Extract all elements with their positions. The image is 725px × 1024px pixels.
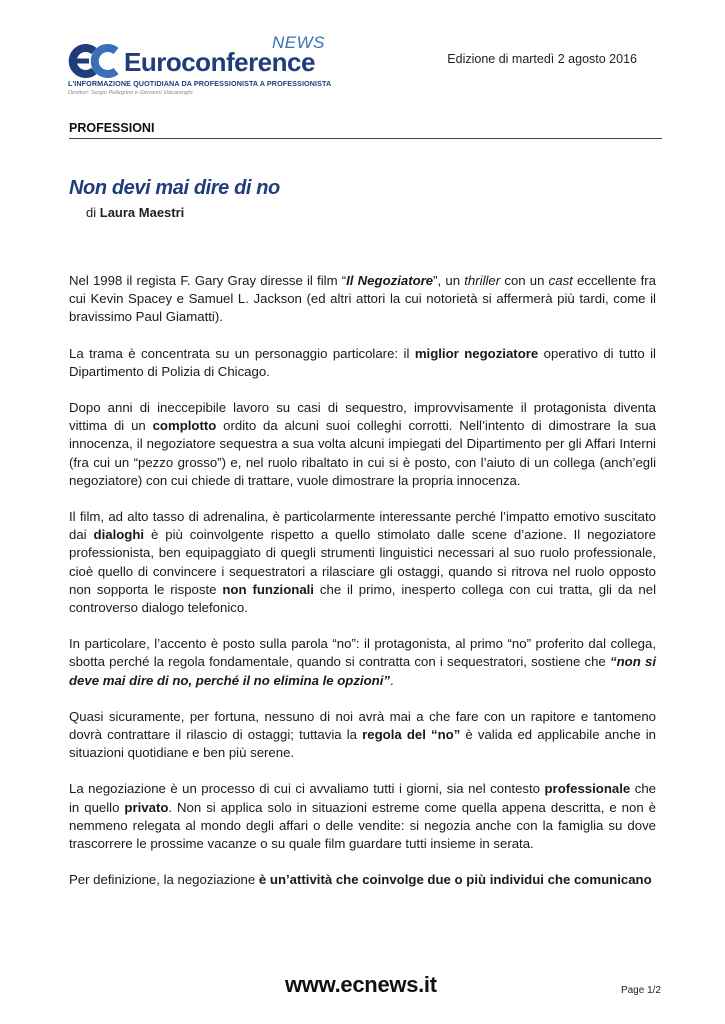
text: Per definizione, la negoziazione xyxy=(69,872,259,888)
text: operativo di tutto il Dipartimento di Polizia di Chicago. xyxy=(69,345,656,379)
bold-term: privato xyxy=(124,799,169,815)
text: Nel 1998 il regista F. Gary Gray diresse il film “ xyxy=(69,273,347,288)
text: ordito da alcuni suoi colleghi corrotti. Nell’intento di dimostrare la sua innocenza, il negoziatore sequestra a sua volta alcuni impiegati del Dipartimento per gli Affari Interni (fra cui un “pezzo grosso”) e, nel ruolo ribaltato in cui si è posto, con l’aiuto di un collega (anch’egli negoziatore) con cui chiede di trattare, vuole dimostrare la propria innocenza. xyxy=(69,418,656,488)
article-body xyxy=(69,272,656,889)
page-number: Page 1/2 xyxy=(620,985,661,996)
text: . xyxy=(389,672,394,688)
text: è più coinvolgente rispetto a quello stimolato dalle scene d’azione. Il negoziatore professionista, ben equipaggiato di quegli strumenti linguistici necessari al suo ruolo professionale, cioè quello di convincere i sequestratori a rilasciare gli ostaggi, quando si ritrova nel ruolo opposto non sopporta le risposte xyxy=(69,527,657,597)
bold-term: miglior negoziatore xyxy=(414,345,539,361)
logo-name: Euroconference xyxy=(124,47,315,77)
paragraph-4 xyxy=(69,508,656,617)
paragraph-7 xyxy=(69,780,656,853)
bold-term: non funzionali xyxy=(222,581,314,597)
italic-term: cast xyxy=(548,273,573,288)
author-name: Laura Maestri xyxy=(99,205,185,220)
bold-term: complotto xyxy=(152,418,217,434)
bold-term: professionale xyxy=(544,781,631,797)
text: Quasi sicuramente, per fortuna, nessuno di noi avrà mai a che fare con un rapitore e tantomeno dovrà contrattare il rilascio di ostaggi; tuttavia la xyxy=(69,708,656,743)
text: La trama è concentrata su un personaggio particolare: il xyxy=(69,345,415,361)
bold-term: è un’attività che coinvolge due o più individui che comunicano xyxy=(258,872,652,888)
byline xyxy=(86,205,184,220)
text: ”, un xyxy=(433,273,465,288)
footer-url[interactable]: www.ecnews.it xyxy=(285,972,437,997)
paragraph-2 xyxy=(69,345,656,381)
section-label: PROFESSIONI xyxy=(69,121,155,135)
quote: “non si deve mai dire di no, perché il no elimina le opzioni” xyxy=(69,654,656,688)
logo-news: NEWS xyxy=(272,33,325,52)
italic-term: thriller xyxy=(464,273,501,288)
text: con un xyxy=(500,273,549,288)
paragraph-6 xyxy=(69,708,656,763)
euroconference-logo xyxy=(68,33,338,103)
text: In particolare, l’accento è posto sulla parola “no”: il protagonista, al primo “no” proferito dal collega, sbotta perché la regola fondamentale, quando si contratta con i sequestratori, sostiene che xyxy=(69,636,656,670)
section-divider xyxy=(69,138,662,139)
article-title: Non devi mai dire di no xyxy=(69,177,280,199)
ec-logo-icon xyxy=(68,41,124,81)
paragraph-8 xyxy=(69,871,656,889)
film-title: Il Negoziatore xyxy=(346,273,434,288)
paragraph-5 xyxy=(69,635,656,690)
text: che in quello xyxy=(69,781,656,815)
text: Il film, ad alto tasso di adrenalina, è particolarmente interessante perché l’impatto emotivo suscitato dai xyxy=(69,509,656,543)
text: è valida ed applicabile anche in situazioni quotidiane e ben più serene. xyxy=(69,727,656,761)
text: La negoziazione è un processo di cui ci avvaliamo tutti i giorni, sia nel contesto xyxy=(69,781,545,797)
logo-directors: Direttori: Sergio Pellegrino e Giovanni Valcarenghi xyxy=(68,90,193,96)
text: Dopo anni di ineccepibile lavoro su casi di sequestro, improvvisamente il protagonista diventa vittima di un xyxy=(69,400,656,434)
logo-tagline: L'INFORMAZIONE QUOTIDIANA DA PROFESSIONISTA A PROFESSIONISTA xyxy=(68,79,332,88)
paragraph-1 xyxy=(69,272,656,327)
byline-prefix: di xyxy=(86,205,97,220)
edition-date: Edizione di martedì 2 agosto 2016 xyxy=(447,52,637,66)
text: che il primo, inesperto collega con cui tratta, gli da nel controverso dialogo telefonico. xyxy=(69,581,656,616)
bold-term: regola del “no” xyxy=(362,727,461,743)
text: eccellente fra cui Kevin Spacey e Samuel L. Jackson (ed altri attori la cui notorietà si affermerà più tardi, come il bravissimo Paul Giamatti). xyxy=(69,273,656,325)
paragraph-3 xyxy=(69,399,656,490)
text: . Non si applica solo in situazioni estreme come quella appena descritta, e non è nemmeno relegata al mondo degli affari o delle vendite: si negozia anche con la famiglia su dove trascorrere le prossime vacanze o su quale film guardare tutti insieme in serata. xyxy=(69,799,656,852)
bold-term: dialoghi xyxy=(93,527,145,543)
